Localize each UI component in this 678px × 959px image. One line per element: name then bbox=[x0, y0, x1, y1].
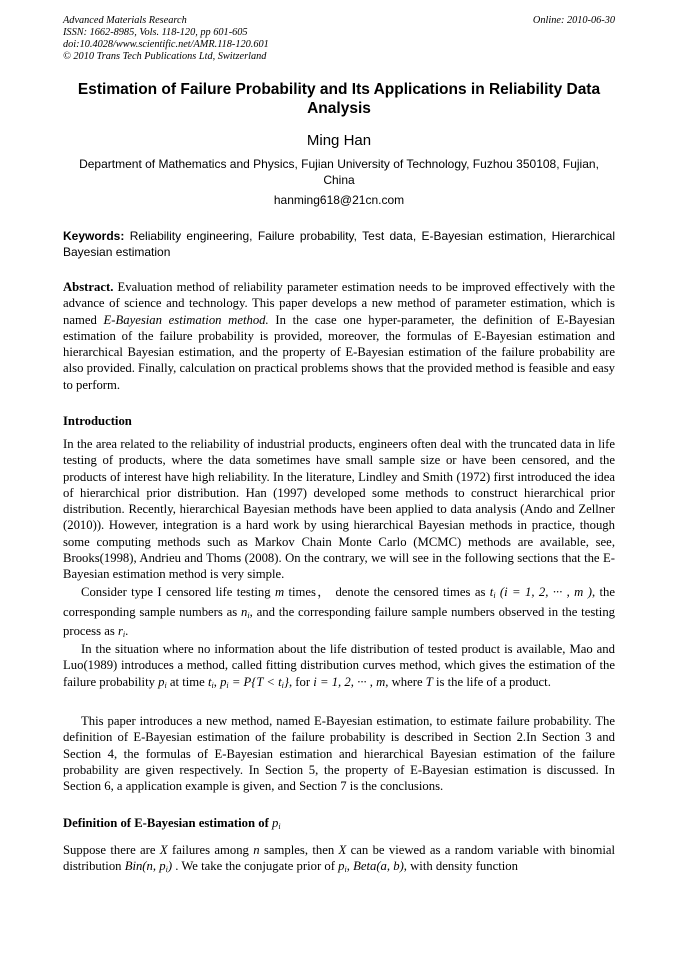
intro-paragraph-4: This paper introduces a new method, named E-Bayesian estimation, to estimate failure probability. The definition of E-Bayesian estimation of the failure probability is described in Section 2.In Section 3 and Section 4, the formulas of E-Bayesian estimation and hierarchical Bayesian estimation of the failure probability are given respectively. In Section 5, the property of E-Bayesian estimation is discussed. In Section 6, a application example is given, and Section 7 is the conclusions. bbox=[63, 714, 615, 794]
abstract-block bbox=[63, 279, 615, 393]
abstract-label: Abstract. bbox=[63, 280, 114, 294]
abstract-method-name: E-Bayesian estimation method. bbox=[103, 312, 269, 327]
intro-paragraph-2: Consider type I censored life testing m times， denote the censored times as $t_i$ (i = 1, 2, ··· , m ), the corresponding sample numbers as $n_i$, and the corresponding failure sample numbers observed in the testing process as $r_i$. bbox=[63, 585, 616, 639]
issn-line: ISSN: 1662-8985, Vols. 118-120, pp 601-605 bbox=[63, 27, 248, 38]
journal-header bbox=[63, 15, 615, 63]
keywords-label: Keywords: bbox=[63, 229, 125, 243]
author-name: Ming Han bbox=[306, 132, 372, 149]
keywords-block bbox=[63, 229, 615, 260]
abstract-text-before: Evaluation method of reliability parameter estimation needs to be improved effectively with the advance of science and technology. This paper develops a new method of parameter estimation, which is named bbox=[63, 280, 616, 327]
intro-paragraph-1: In the area related to the reliability of industrial products, engineers often deal with the truncated data in life testing of products, where the data sometimes have small sample size or have been censored, and the products of interest have high reliability. In the literature, Lindley and Smith (1972) first introduced the idea of hierarchical prior distribution. Han (1997) developed some methods to construct hierarchical prior distribution. Recently, hierarchical Bayesian methods have been applied to data analysis (Ando and Zellner (2010)). However, integration is a hard work by using hierarchical Bayesian methods in practice, though some computing methods such as Markov Chain Monte Carlo (MCMC) methods are available, see, Brooks(1998), Andrieu and Thoms (2008). On the contrary, we will see in the following sections that the E-Bayesian estimation method is very simple. bbox=[63, 437, 615, 582]
intro-paragraph-3: In the situation where no information about the life distribution of tested product is available, Mao and Luo(1989) introduces a method, called fitting distribution curves method, which gives the estimation of the failure probability $p_i$ at time $t_i$, $p_i = P\{T < t_i\}$, for i = 1, 2, ··· , m, where T is the life of a product. bbox=[63, 642, 615, 690]
affiliation: Department of Mathematics and Physics, Fujian University of Technology, Fuzhou 350108, Fujian, China bbox=[79, 157, 599, 187]
author-email[interactable]: hanming618@21cn.com bbox=[273, 193, 405, 207]
definition-heading: Definition of E-Bayesian estimation of $p_i$ bbox=[63, 816, 281, 831]
paper-title: Estimation of Failure Probability and Its Applications in Reliability Data Analysis bbox=[77, 81, 601, 117]
copyright-line: © 2010 Trans Tech Publications Ltd, Switzerland bbox=[63, 51, 267, 62]
online-date: Online: 2010-06-30 bbox=[532, 15, 615, 26]
introduction-heading: Introduction bbox=[63, 414, 132, 428]
keywords-text: Reliability engineering, Failure probability, Test data, E-Bayesian estimation, Hierarchical Bayesian estimation bbox=[63, 229, 615, 259]
doi-line: doi:10.4028/www.scientific.net/AMR.118-120.601 bbox=[63, 39, 269, 50]
abstract-text-after: In the case one hyper-parameter, the definition of E-Bayesian estimation of the failure probability is provided, moreover, the formulas of E-Bayesian estimation and hierarchical Bayesian estimation, and the property of E-Bayesian estimation of the failure probability are also provided. Finally, calculation on practical problems shows that the provided method is feasible and easy to perform. bbox=[63, 312, 616, 392]
definition-paragraph: Suppose there are X failures among n samples, then X can be viewed as a random variable with binomial distribution Bin(n, $p_i$) . We take the conjugate prior of $p_i$, Beta(a, b), with density function bbox=[63, 843, 616, 875]
journal-name: Advanced Materials Research bbox=[63, 15, 187, 26]
